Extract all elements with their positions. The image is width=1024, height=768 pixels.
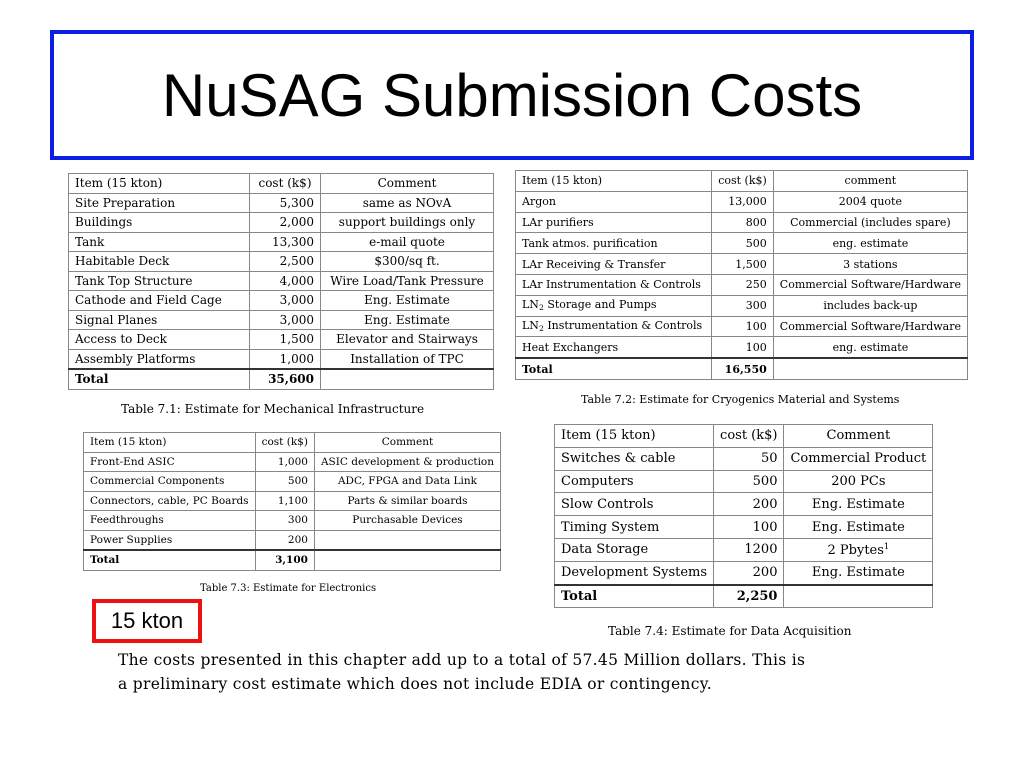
table-row	[555, 493, 933, 516]
cell-comment	[314, 550, 500, 570]
cell-item: Assembly Platforms	[69, 349, 250, 369]
table-row	[516, 233, 968, 254]
cell-comment: Purchasable Devices	[314, 511, 500, 531]
table-row	[516, 295, 968, 316]
cell-cost: 1,100	[255, 491, 314, 511]
cell-item: Computers	[555, 470, 714, 493]
cell-item: Commercial Components	[84, 472, 256, 492]
summary-line: a preliminary cost estimate which does not include EDIA or contingency.	[118, 675, 712, 693]
cell-comment: 2 Pbytes$^1$	[784, 538, 933, 561]
cell-comment	[314, 530, 500, 550]
table-row	[69, 232, 494, 252]
cell-cost: 1,500	[250, 330, 321, 350]
mechanical-infrastructure-table	[68, 173, 494, 390]
cell-cost: 3,100	[255, 550, 314, 570]
cell-item: Site Preparation	[69, 193, 250, 213]
cell-item: Tank	[69, 232, 250, 252]
cell-cost: 13,300	[250, 232, 321, 252]
cell-comment: comment	[773, 171, 967, 192]
cell-cost: 500	[712, 233, 774, 254]
cell-item: Tank atmos. purification	[516, 233, 712, 254]
cryogenics-table	[515, 170, 968, 380]
cell-cost: 13,000	[712, 191, 774, 212]
cell-comment: Parts & similar boards	[314, 491, 500, 511]
cell-cost: 500	[714, 470, 784, 493]
table-row	[69, 193, 494, 213]
table-caption: Table 7.2: Estimate for Cryogenics Material and Systems	[581, 393, 900, 406]
cell-comment: Eng. Estimate	[784, 516, 933, 539]
cell-cost: 100	[714, 516, 784, 539]
cell-comment: Commercial Software/Hardware	[773, 316, 967, 337]
table-row	[84, 452, 501, 472]
cell-comment: eng. estimate	[773, 233, 967, 254]
table-total-row	[555, 585, 933, 608]
cell-item: Heat Exchangers	[516, 337, 712, 358]
table-row	[516, 274, 968, 295]
cell-cost: cost (k$)	[714, 425, 784, 448]
cell-cost: 16,550	[712, 358, 774, 379]
cell-item: Total	[84, 550, 256, 570]
cell-cost: 800	[712, 212, 774, 233]
cell-comment: Commercial (includes spare)	[773, 212, 967, 233]
cell-cost: 5,300	[250, 193, 321, 213]
table-row	[516, 337, 968, 358]
table-row	[69, 310, 494, 330]
cell-item: Item (15 kton)	[516, 171, 712, 192]
cell-item: Development Systems	[555, 561, 714, 584]
cell-comment: Eng. Estimate	[784, 493, 933, 516]
table-row	[84, 511, 501, 531]
table-row	[555, 538, 933, 561]
cell-comment: ADC, FPGA and Data Link	[314, 472, 500, 492]
cell-item: Signal Planes	[69, 310, 250, 330]
table-row	[69, 271, 494, 291]
cell-cost: 50	[714, 447, 784, 470]
cell-comment: Installation of TPC	[321, 349, 494, 369]
cell-item: Item (15 kton)	[84, 433, 256, 453]
table-header-row	[69, 174, 494, 194]
cell-item: Access to Deck	[69, 330, 250, 350]
cell-comment: Commercial Product	[784, 447, 933, 470]
table-total-row	[516, 358, 968, 379]
table-row	[516, 212, 968, 233]
cell-cost: 1,000	[250, 349, 321, 369]
table-caption: Table 7.3: Estimate for Electronics	[200, 583, 377, 594]
cell-cost: 500	[255, 472, 314, 492]
cell-item: Timing System	[555, 516, 714, 539]
cell-comment: eng. estimate	[773, 337, 967, 358]
cell-cost: 1,000	[255, 452, 314, 472]
cell-item: Total	[555, 585, 714, 608]
cell-item: Buildings	[69, 213, 250, 233]
table-row	[516, 191, 968, 212]
highlight-label: 15 kton	[92, 599, 202, 643]
cell-comment: Eng. Estimate	[784, 561, 933, 584]
cell-cost: cost (k$)	[712, 171, 774, 192]
title-box	[50, 30, 974, 160]
table-total-row	[69, 369, 494, 389]
cell-item: LAr Instrumentation & Controls	[516, 274, 712, 295]
cell-cost: 35,600	[250, 369, 321, 389]
data-acquisition-table	[554, 424, 933, 608]
cell-comment: $300/sq ft.	[321, 252, 494, 272]
cell-cost: 100	[712, 337, 774, 358]
cell-cost: 300	[255, 511, 314, 531]
cell-cost: cost (k$)	[250, 174, 321, 194]
table-row	[69, 213, 494, 233]
cell-item: LAr purifiers	[516, 212, 712, 233]
cell-comment	[773, 358, 967, 379]
table-row	[69, 252, 494, 272]
cell-item: Habitable Deck	[69, 252, 250, 272]
cell-cost: 200	[714, 561, 784, 584]
cell-comment: 200 PCs	[784, 470, 933, 493]
cell-item: Item (15 kton)	[555, 425, 714, 448]
cell-cost: 300	[712, 295, 774, 316]
cell-item: Cathode and Field Cage	[69, 291, 250, 311]
cell-item: Total	[69, 369, 250, 389]
table-header-row	[555, 425, 933, 448]
slide-title: NuSAG Submission Costs	[161, 61, 863, 129]
cell-item: Argon	[516, 191, 712, 212]
table-row	[84, 491, 501, 511]
cell-cost: 3,000	[250, 310, 321, 330]
summary-text	[118, 648, 918, 696]
cell-comment: Elevator and Stairways	[321, 330, 494, 350]
cell-item: Feedthroughs	[84, 511, 256, 531]
table-header-row	[516, 171, 968, 192]
cell-item: $LN_2$ Instrumentation & Controls	[516, 316, 712, 337]
cell-comment: Comment	[321, 174, 494, 194]
cell-item: LAr Receiving & Transfer	[516, 254, 712, 275]
cell-cost: 2,000	[250, 213, 321, 233]
cell-cost: 1,500	[712, 254, 774, 275]
cell-cost: 2,250	[714, 585, 784, 608]
table-row	[84, 472, 501, 492]
cell-comment: e-mail quote	[321, 232, 494, 252]
cell-item: Connectors, cable, PC Boards	[84, 491, 256, 511]
cell-comment: Eng. Estimate	[321, 310, 494, 330]
cell-item: Front-End ASIC	[84, 452, 256, 472]
table-total-row	[84, 550, 501, 570]
cell-item: Power Supplies	[84, 530, 256, 550]
table-row	[516, 316, 968, 337]
electronics-table	[83, 432, 501, 571]
cell-cost: 3,000	[250, 291, 321, 311]
table-row	[69, 291, 494, 311]
table-row	[555, 447, 933, 470]
summary-line: The costs presented in this chapter add up to a total of 57.45 Million dollars. This is	[118, 651, 806, 669]
table-header-row	[84, 433, 501, 453]
cell-comment: Eng. Estimate	[321, 291, 494, 311]
cell-comment: support buildings only	[321, 213, 494, 233]
cell-item: Data Storage	[555, 538, 714, 561]
table-caption: Table 7.1: Estimate for Mechanical Infrastructure	[121, 402, 425, 416]
cell-comment: 2004 quote	[773, 191, 967, 212]
cell-comment: ASIC development & production	[314, 452, 500, 472]
cell-item: Slow Controls	[555, 493, 714, 516]
cell-item: Switches & cable	[555, 447, 714, 470]
cell-cost: 200	[714, 493, 784, 516]
cell-comment	[321, 369, 494, 389]
cell-comment: Wire Load/Tank Pressure	[321, 271, 494, 291]
cell-item: Item (15 kton)	[69, 174, 250, 194]
table-row	[555, 470, 933, 493]
cell-comment	[784, 585, 933, 608]
cell-cost: 1200	[714, 538, 784, 561]
table-row	[69, 349, 494, 369]
cell-comment: Comment	[784, 425, 933, 448]
table-row	[516, 254, 968, 275]
cell-comment: Comment	[314, 433, 500, 453]
table-row	[555, 516, 933, 539]
cell-cost: 250	[712, 274, 774, 295]
cell-item: $LN_2$ Storage and Pumps	[516, 295, 712, 316]
cell-cost: 2,500	[250, 252, 321, 272]
cell-comment: same as NOvA	[321, 193, 494, 213]
table-row	[555, 561, 933, 584]
table-row	[69, 330, 494, 350]
cell-cost: 4,000	[250, 271, 321, 291]
table-caption: Table 7.4: Estimate for Data Acquisition	[608, 624, 852, 638]
cell-cost: 100	[712, 316, 774, 337]
cell-cost: cost (k$)	[255, 433, 314, 453]
cell-cost: 200	[255, 530, 314, 550]
cell-comment: includes back-up	[773, 295, 967, 316]
cell-item: Total	[516, 358, 712, 379]
cell-item: Tank Top Structure	[69, 271, 250, 291]
cell-comment: 3 stations	[773, 254, 967, 275]
table-row	[84, 530, 501, 550]
cell-comment: Commercial Software/Hardware	[773, 274, 967, 295]
